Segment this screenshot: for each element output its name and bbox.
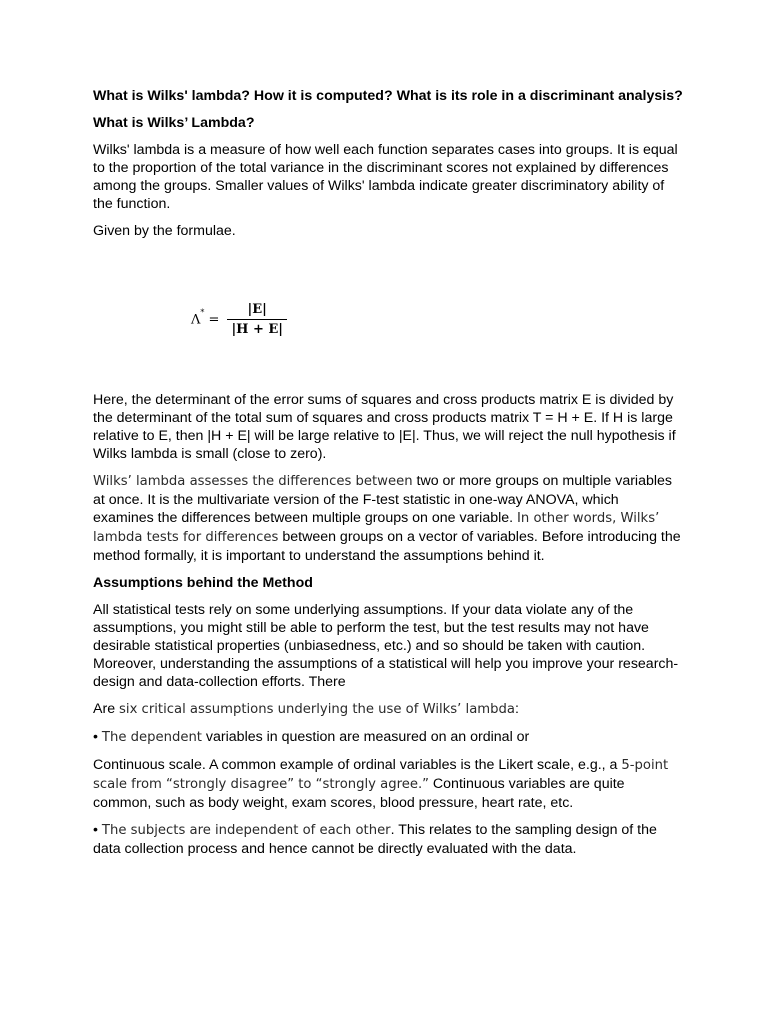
question-heading: What is Wilks' lambda? How it is computed? What is its role in a discriminant analysis? bbox=[93, 88, 683, 104]
continuous-paragraph: Continuous scale. A common example of ordinal variables is the Likert scale, e.g., a 5-point scale from “strongly disagree” to “strongly agree.” Continuous variables are quite common, such as body weight, exam scores, blood pressure, heart rate, etc. bbox=[93, 757, 669, 811]
determinant-paragraph: Here, the determinant of the error sums of squares and cross products matrix E is divided by the determinant of the total sum of squares and cross products matrix T = H + E. If H is large relative to E, then |H + E| will be large relative to |E|. Thus, we will reject the null hypothesis if Wilks lambda is small (close to zero). bbox=[93, 392, 676, 462]
formula-denominator: |H + E| bbox=[227, 319, 287, 337]
formula-lhs: Λ* = bbox=[191, 308, 220, 328]
bullet-independent-subjects: • The subjects are independent of each other. This relates to the sampling design of the data collection process and hence cannot be directly evaluated with the data. bbox=[93, 822, 657, 857]
formula-fraction bbox=[227, 302, 287, 337]
assumptions-intro: All statistical tests rely on some underlying assumptions. If your data violate any of the assumptions, you might still be able to perform the test, but the test results may not have desirable statistical properties (unbiasedness, etc.) and so should be taken with caution. Moreover, understanding the assumptions of a statistical will help you improve your research-design and data-collection efforts. There bbox=[93, 602, 679, 690]
six-assumptions-line: Are six critical assumptions underlying the use of Wilks’ lambda: bbox=[93, 701, 519, 717]
formula-block bbox=[93, 249, 683, 391]
bullet-dependent-variables: • The dependent variables in question are measured on an ordinal or bbox=[93, 729, 530, 745]
wilks-lambda-formula bbox=[191, 302, 287, 337]
intro-paragraph: Wilks' lambda is a measure of how well each function separates cases into groups. It is equal to the proportion of the total variance in the discriminant scores not explained by differences among the groups. Smaller values of Wilks' lambda indicate greater discriminatory ability of the function. bbox=[93, 142, 678, 212]
formula-intro: Given by the formulae. bbox=[93, 223, 236, 239]
formula-numerator: |E| bbox=[247, 302, 267, 317]
section-heading-assumptions: Assumptions behind the Method bbox=[93, 575, 313, 591]
document-page bbox=[93, 87, 683, 867]
section-heading-what-is: What is Wilks’ Lambda? bbox=[93, 115, 255, 131]
assess-paragraph: Wilks’ lambda assesses the differences between two or more groups on multiple variables at once. It is the multivariate version of the F-test statistic in one-way ANOVA, which examines the differences between multiple groups on one variable. In other words, Wilks’ lambda tests for differences between groups on a vector of variables. Before introducing the method formally, it is important to understand the assumptions behind it. bbox=[93, 473, 681, 564]
